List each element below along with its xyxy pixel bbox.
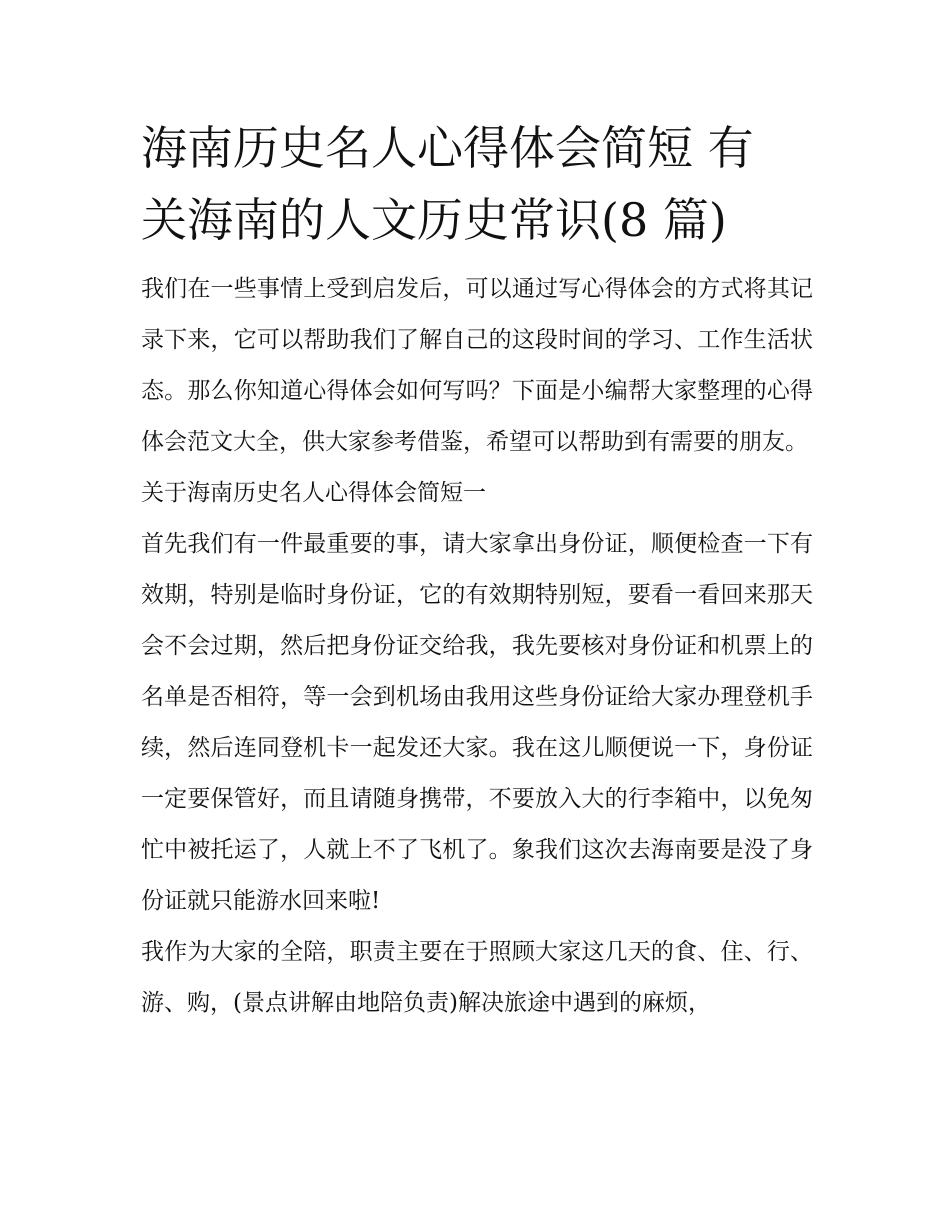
section-heading: 关于海南历史名人心得体会简短一 bbox=[141, 480, 486, 506]
title-line-1: 海南历史名人心得体会简短 有 bbox=[141, 121, 754, 175]
body-paragraph-2: 我作为大家的全陪，职责主要在于照顾大家这几天的食、住、行、游、购，(景点讲解由地陪负责)解决旅途中遇到的麻烦， bbox=[141, 939, 813, 1016]
document-title bbox=[141, 112, 813, 256]
title-line-2: 关海南的人文历史常识(8 篇) bbox=[141, 193, 727, 247]
intro-paragraph: 我们在一些事情上受到启发后，可以通过写心得体会的方式将其记录下来，它可以帮助我们了解自己的这段时间的学习、工作生活状态。那么你知道心得体会如何写吗？下面是小编帮大家整理的心得体会范文大全，供大家参考借鉴，希望可以帮助到有需要的朋友。 bbox=[141, 276, 813, 455]
document-body bbox=[141, 112, 813, 1029]
body-paragraph-1: 首先我们有一件最重要的事，请大家拿出身份证，顺便检查一下有效期，特别是临时身份证，它的有效期特别短，要看一看回来那天会不会过期，然后把身份证交给我，我先要核对身份证和机票上的名单是否相符，等一会到机场由我用这些身份证给大家办理登机手续，然后连同登机卡一起发还大家。我在这儿顺便说一下，身份证一定要保管好，而且请随身携带，不要放入大的行李箱中，以免匆忙中被托运了，人就上不了飞机了。象我们这次去海南要是没了身份证就只能游水回来啦! bbox=[141, 531, 813, 914]
